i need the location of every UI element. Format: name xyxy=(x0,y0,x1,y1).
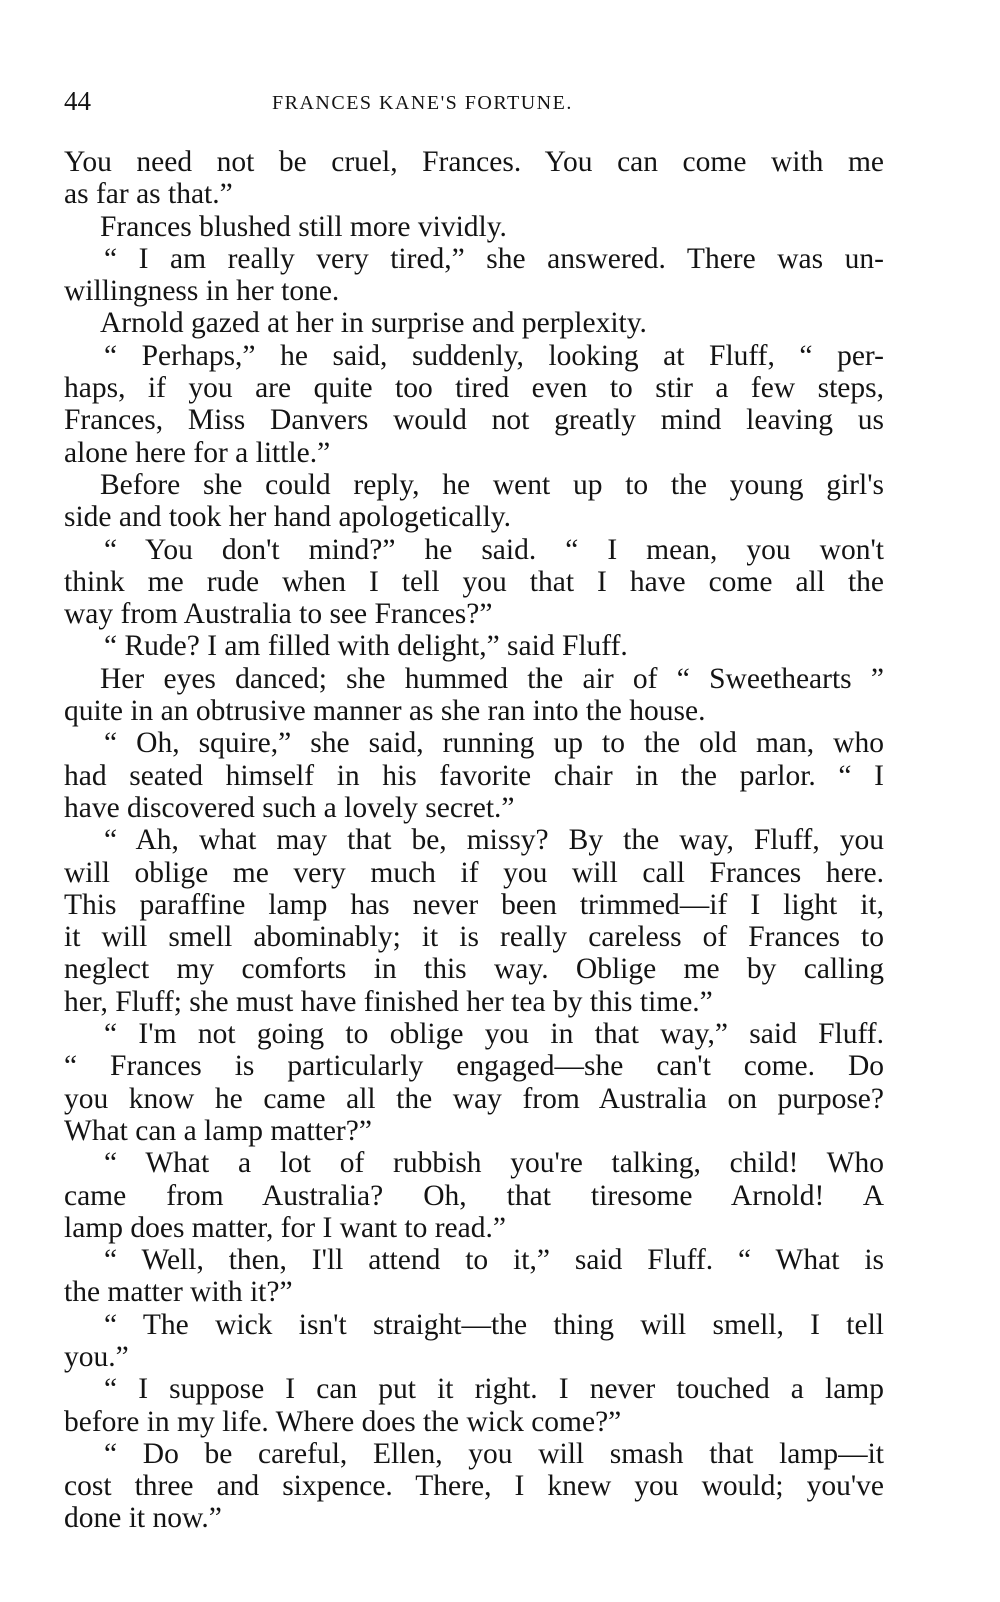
text-line: as far as that.” xyxy=(64,178,233,211)
body-text xyxy=(64,146,884,1535)
text-line: lamp does matter, for I want to read.” xyxy=(64,1211,506,1244)
text-line: will oblige me very much if you will call Frances here. xyxy=(64,856,884,889)
text-line: “ Frances is particularly engaged—she can't come. Do xyxy=(64,1050,884,1083)
page-header xyxy=(64,82,880,122)
text-line: done it now.” xyxy=(64,1502,222,1535)
text-line: “ Do be careful, Ellen, you will smash that lamp—it xyxy=(104,1437,884,1470)
running-head: FRANCES KANE'S FORTUNE. xyxy=(272,92,573,114)
text-line: Her eyes danced; she hummed the air of “ Sweethearts ” xyxy=(100,662,884,695)
text-line: What can a lamp matter?” xyxy=(64,1114,372,1147)
text-line: quite in an obtrusive manner as she ran into the house. xyxy=(64,695,706,728)
text-line: Frances, Miss Danvers would not greatly mind leaving us xyxy=(64,404,884,437)
text-line: her, Fluff; she must have finished her tea by this time.” xyxy=(64,985,713,1018)
text-line: “ What a lot of rubbish you're talking, child! Who xyxy=(104,1147,884,1180)
text-line: This paraffine lamp has never been trimmed—if I light it, xyxy=(64,888,884,921)
text-line: before in my life. Where does the wick come?” xyxy=(64,1405,622,1438)
text-line: willingness in her tone. xyxy=(64,275,340,308)
text-line: haps, if you are quite too tired even to stir a few steps, xyxy=(64,372,884,405)
text-line: cost three and sixpence. There, I knew you would; you've xyxy=(64,1470,884,1503)
text-line: came from Australia? Oh, that tiresome Arnold! A xyxy=(64,1179,884,1212)
text-line: “ The wick isn't straight—the thing will smell, I tell xyxy=(104,1308,884,1341)
text-line: “ Rude? I am filled with delight,” said Fluff. xyxy=(104,630,628,663)
text-line: had seated himself in his favorite chair in the parlor. “ I xyxy=(64,759,884,792)
text-line: you know he came all the way from Australia on purpose? xyxy=(64,1082,884,1115)
text-line: “ I suppose I can put it right. I never touched a lamp xyxy=(104,1373,884,1406)
text-line: “ I am really very tired,” she answered. There was un- xyxy=(104,242,884,275)
text-line: you.” xyxy=(64,1340,129,1373)
text-line: “ Well, then, I'll attend to it,” said Fluff. “ What is xyxy=(104,1244,884,1277)
text-line: way from Australia to see Frances?” xyxy=(64,598,493,631)
page-number: 44 xyxy=(64,86,91,116)
text-line: You need not be cruel, Frances. You can come with me xyxy=(64,146,884,178)
text-line: alone here for a little.” xyxy=(64,436,331,469)
text-line: side and took her hand apologetically. xyxy=(64,501,512,534)
text-line: think me rude when I tell you that I have come all the xyxy=(64,565,884,598)
text-line: Arnold gazed at her in surprise and perplexity. xyxy=(100,307,647,340)
text-line: Before she could reply, he went up to the young girl's xyxy=(100,468,884,501)
text-line: the matter with it?” xyxy=(64,1276,293,1309)
text-line: “ Oh, squire,” she said, running up to the old man, who xyxy=(104,727,884,760)
text-line: neglect my comforts in this way. Oblige me by calling xyxy=(64,953,884,986)
text-line: “ Perhaps,” he said, suddenly, looking at Fluff, “ per- xyxy=(104,339,884,372)
text-line: it will smell abominably; it is really careless of Frances to xyxy=(64,921,884,954)
text-line: Frances blushed still more vividly. xyxy=(100,210,507,243)
text-line: “ You don't mind?” he said. “ I mean, you won't xyxy=(104,533,884,566)
text-line: “ Ah, what may that be, missy? By the way, Fluff, you xyxy=(104,824,884,857)
text-line: have discovered such a lovely secret.” xyxy=(64,791,515,824)
text-line: “ I'm not going to oblige you in that way,” said Fluff. xyxy=(104,1018,884,1051)
